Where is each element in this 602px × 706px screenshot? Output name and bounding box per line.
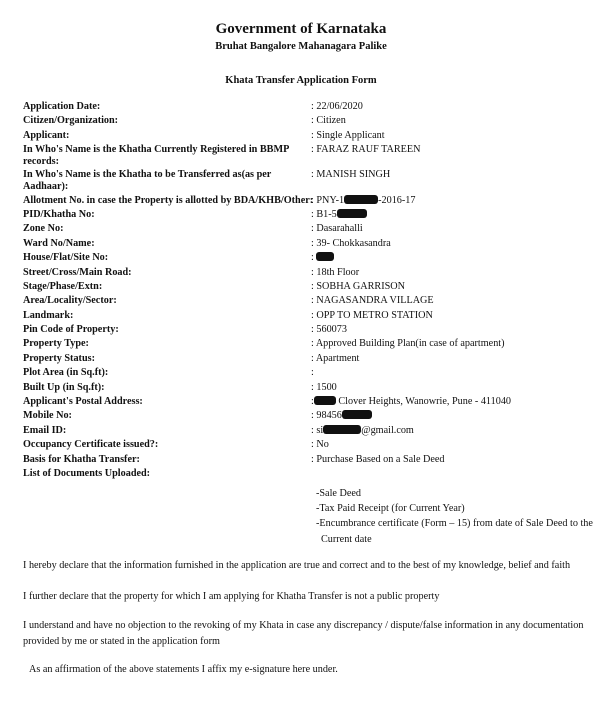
declaration-truthfulness: I hereby declare that the information furnished in the application are true and correct and to the best of my knowledge, belief and faith	[23, 560, 571, 571]
field-label: Mobile No:	[23, 410, 72, 422]
field-value: : 560073	[311, 324, 347, 336]
field-label: Built Up (in Sq.ft):	[23, 381, 105, 393]
field-row-transfer-to	[23, 169, 602, 194]
field-value	[311, 209, 367, 221]
field-row-area	[23, 295, 602, 309]
field-row-applicant	[23, 130, 602, 144]
field-label: Property Type:	[23, 338, 89, 350]
field-row-citizen-organization	[23, 115, 602, 129]
field-value: : Purchase Based on a Sale Deed	[311, 453, 445, 465]
value-suffix: -2016-17	[378, 194, 416, 206]
field-value: : 1500	[311, 381, 337, 393]
field-row-allotment-no	[23, 195, 602, 209]
field-row-zone	[23, 223, 602, 237]
field-row-house-no	[23, 252, 602, 266]
field-value: : Apartment	[311, 352, 360, 364]
field-value	[311, 396, 511, 408]
declaration-not-public-property: I further declare that the property for which I am applying for Khatha Transfer is not a public property	[23, 591, 440, 602]
field-value: : Single Applicant	[311, 129, 385, 141]
document-item: -Encumbrance certificate (Form – 15) from date of Sale Deed to the	[316, 518, 593, 530]
field-list	[23, 101, 602, 482]
field-label: Occupancy Certificate issued?:	[23, 439, 159, 451]
field-label: Plot Area (in Sq.ft):	[23, 367, 109, 379]
field-value: : No	[311, 439, 329, 451]
field-value	[311, 425, 414, 437]
field-value: : Dasarahalli	[311, 223, 363, 235]
field-row-ward	[23, 238, 602, 252]
authority-subtitle: Bruhat Bangalore Mahanagara Palike	[215, 41, 387, 52]
field-label: Applicant:	[23, 129, 70, 141]
field-label: Allotment No. in case the Property is allotted by BDA/KHB/Other:	[23, 194, 314, 206]
field-value	[311, 410, 372, 422]
field-row-stage	[23, 281, 602, 295]
field-value: : SOBHA GARRISON	[311, 280, 405, 292]
field-row-current-owner	[23, 144, 602, 169]
field-row-landmark	[23, 310, 602, 324]
value-prefix: : B1-5	[311, 208, 337, 220]
form-title: Khata Transfer Application Form	[225, 75, 377, 86]
field-label: List of Documents Uploaded:	[23, 467, 151, 479]
field-value: : 22/06/2020	[311, 101, 363, 112]
field-label: Landmark:	[23, 309, 74, 321]
field-value: : FARAZ RAUF TAREEN	[311, 144, 421, 156]
redaction-mark	[337, 209, 367, 218]
field-value: : 39- Chokkasandra	[311, 237, 391, 249]
field-label: Ward No/Name:	[23, 237, 95, 249]
field-label: Citizen/Organization:	[23, 115, 119, 127]
field-label: PID/Khatha No:	[23, 208, 95, 220]
government-title: Government of Karnataka	[215, 21, 387, 37]
field-row-application-date	[23, 101, 602, 115]
document-item: -Sale Deed	[316, 488, 361, 499]
document-item: -Tax Paid Receipt (for Current Year)	[316, 503, 465, 515]
field-row-postal-address	[23, 396, 602, 410]
value-suffix: Clover Heights, Wanowrie, Pune - 411040	[335, 396, 512, 408]
value-prefix: : PNY-1	[311, 194, 345, 206]
field-label: Basis for Khatha Transfer:	[23, 453, 140, 465]
field-label: Property Status:	[23, 352, 95, 364]
declaration-e-signature: As an affirmation of the above statements I affix my e-signature here under.	[29, 664, 338, 675]
field-value	[311, 195, 415, 207]
field-row-plot-area	[23, 367, 602, 381]
field-value: : Citizen	[311, 115, 346, 127]
field-value: : Approved Building Plan(in case of apartment)	[311, 338, 505, 350]
field-row-occupancy-certificate	[23, 439, 602, 453]
field-label: Email ID:	[23, 424, 67, 436]
field-row-mobile	[23, 410, 602, 424]
field-label: Zone No:	[23, 223, 64, 235]
field-row-email	[23, 425, 602, 439]
value-prefix: :	[311, 252, 314, 264]
field-row-pid-khatha	[23, 209, 602, 223]
field-row-pin-code	[23, 324, 602, 338]
field-value: : OPP TO METRO STATION	[311, 309, 433, 321]
redaction-mark	[316, 252, 334, 261]
field-label: Area/Locality/Sector:	[23, 295, 117, 307]
value-prefix: :	[311, 396, 314, 408]
declaration-revocation-consent: I understand and have no objection to the revoking of my Khata in case any discrepancy / dispute/false information in any documentation provided by me or stated in the application form	[23, 620, 584, 647]
field-value: : 18th Floor	[311, 266, 360, 278]
value-prefix: : 98456	[311, 410, 342, 422]
value-prefix: : si	[311, 424, 324, 436]
field-value: : NAGASANDRA VILLAGE	[311, 295, 434, 307]
redaction-mark	[342, 410, 372, 419]
redaction-mark	[314, 396, 336, 405]
field-value: :	[311, 367, 314, 379]
field-label: Application Date:	[23, 101, 101, 112]
field-row-property-status	[23, 353, 602, 367]
field-row-property-type	[23, 338, 602, 352]
field-label: In Who's Name is the Khatha Currently Registered in BBMP records:	[23, 144, 289, 168]
field-label: Street/Cross/Main Road:	[23, 266, 132, 278]
field-label: Stage/Phase/Extn:	[23, 280, 103, 292]
field-value: : MANISH SINGH	[311, 169, 391, 181]
field-row-built-up	[23, 382, 602, 396]
field-value	[311, 252, 334, 264]
field-label: House/Flat/Site No:	[23, 252, 109, 264]
field-row-documents	[23, 468, 602, 482]
field-label: Pin Code of Property:	[23, 324, 119, 336]
redaction-mark	[344, 195, 378, 204]
field-label: In Who's Name is the Khatha to be Transferred as(as per Aadhaar):	[23, 169, 272, 193]
field-row-street	[23, 267, 602, 281]
field-row-transfer-basis	[23, 454, 602, 468]
document-item-continuation: Current date	[321, 533, 372, 545]
field-label: Applicant's Postal Address:	[23, 396, 143, 408]
redaction-mark	[323, 425, 361, 434]
document-list	[316, 486, 602, 547]
value-suffix: @gmail.com	[361, 424, 414, 436]
